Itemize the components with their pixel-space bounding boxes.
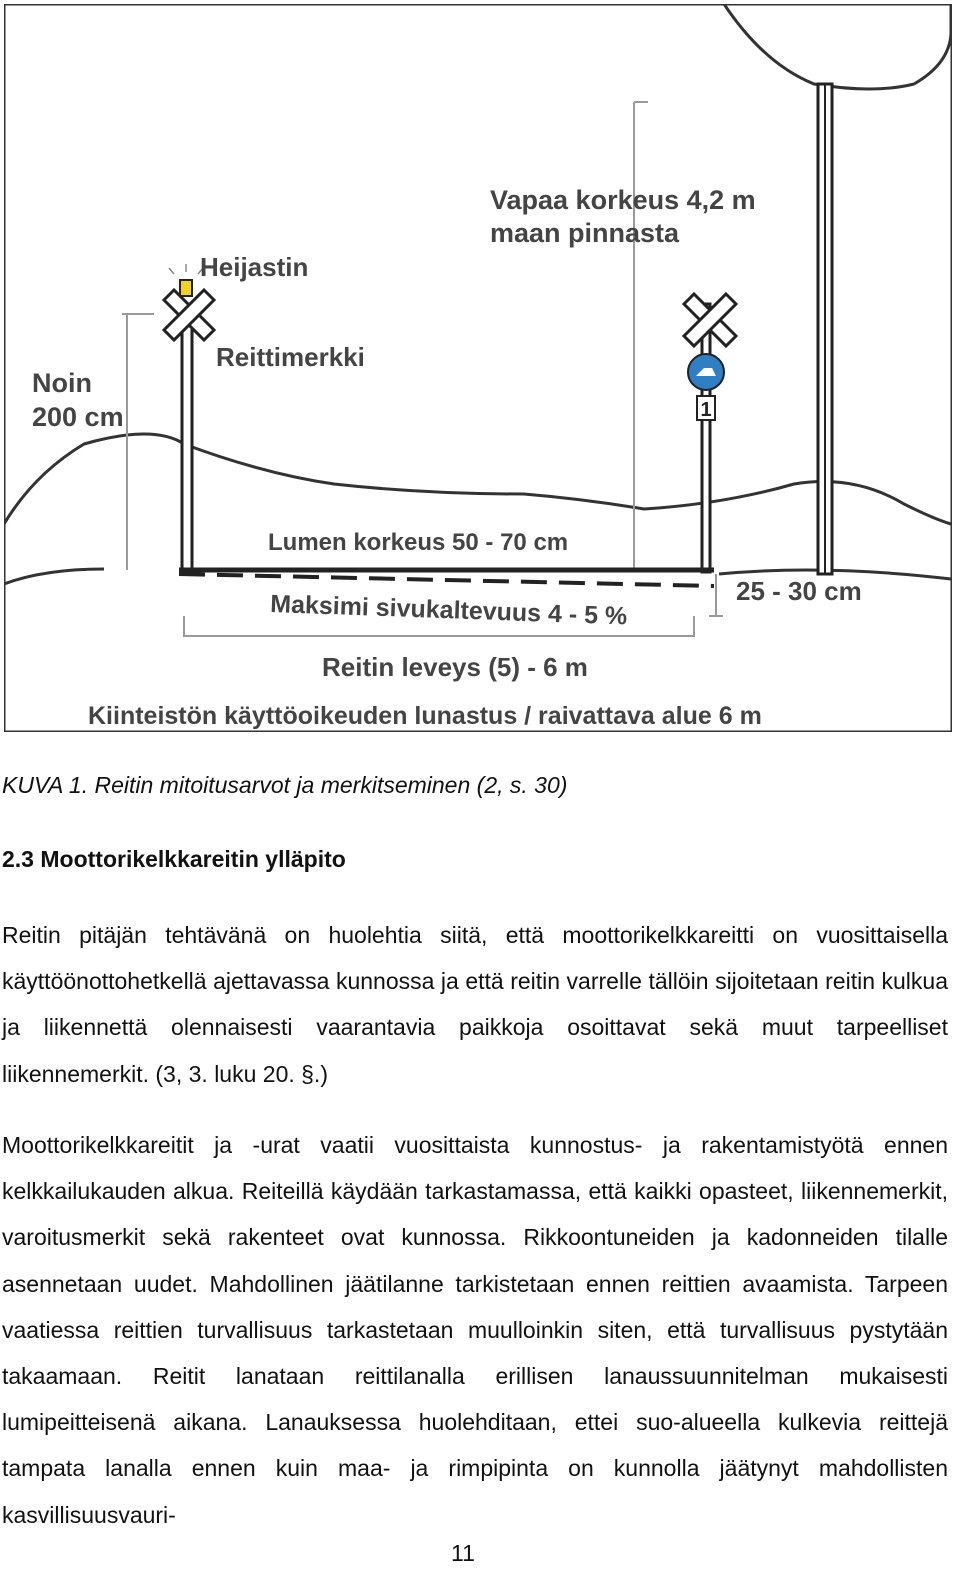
reflector-icon (180, 280, 192, 296)
redemption-area-label: Kiinteistön käyttöoikeuden lunastus / raivattava alue 6 m (88, 702, 762, 730)
page-number: 11 (451, 1540, 475, 1566)
height-label-2: 200 cm (32, 402, 124, 432)
section-heading: 2.3 Moottorikelkkareitin ylläpito (2, 846, 346, 872)
paragraph-1: Reitin pitäjän tehtävänä on huolehtia siitä, että moottorikelkkareitti on vuosittaisella käyttöönottohetkellä ajettavassa kunnossa ja että reitin varrelle tällöin sijoitetaan reitin kulkua ja liikennettä olennaisesti vaarantavia paikkoja osoittavat sekä muut tarpeelliset liikennemerkit. (3, 3. luku 20. §.) (2, 922, 948, 1087)
depth-offset-label: 25 - 30 cm (736, 576, 862, 606)
trail-marker-label: Reittimerkki (216, 342, 365, 372)
side-slope-label: Maksimi sivukaltevuus 4 - 5 % (269, 590, 628, 631)
clearance-label-1: Vapaa korkeus 4,2 m (490, 185, 756, 215)
reflector-label: Heijastin (200, 252, 309, 282)
paragraph-2: Moottorikelkkareitit ja -urat vaatii vuosittaista kunnostus- ja rakentamistyötä ennen kelkkailukauden alkua. Reiteillä käydään tarkastamassa, että kaikki opasteet, liikennemerkit, varoitusmerkit sekä rakenteet ovat kunnossa. Rikkoontuneiden ja kadonneiden tilalle asennetaan uudet. Mahdollinen jäätilanne tarkistetaan ennen reittien avaamista. Tarpeen vaatiessa reittien turvallisuus tarkastetaan muulloinkin siten, että turvallisuus pystytään takaamaan. Reitit lanataan reittilanalla erillisen lanaussuunnitelman mukaisesti lumipeitteisenä aikana. Lanauksessa huolehditaan, ettei suo-alueella kulkevia reittejä tampata lanalla ennen kuin maa- ja rimpipinta on kunnolla jäätynyt mahdollisten kasvillisuusvauri- (2, 1132, 948, 1528)
height-label-1: Noin (32, 368, 92, 398)
snow-depth-label: Lumen korkeus 50 - 70 cm (268, 529, 569, 556)
trail-dimensions-figure (4, 4, 952, 732)
figure-caption: KUVA 1. Reitin mitoitusarvot ja merkitseminen (2, s. 30) (2, 772, 568, 798)
route-number: 1 (700, 399, 712, 421)
clearance-label-2: maan pinnasta (490, 218, 680, 248)
right-trail-post (702, 304, 710, 572)
trail-diagram (4, 4, 952, 732)
trail-width-label: Reitin leveys (5) - 6 m (322, 652, 588, 682)
left-trail-post (182, 304, 192, 572)
